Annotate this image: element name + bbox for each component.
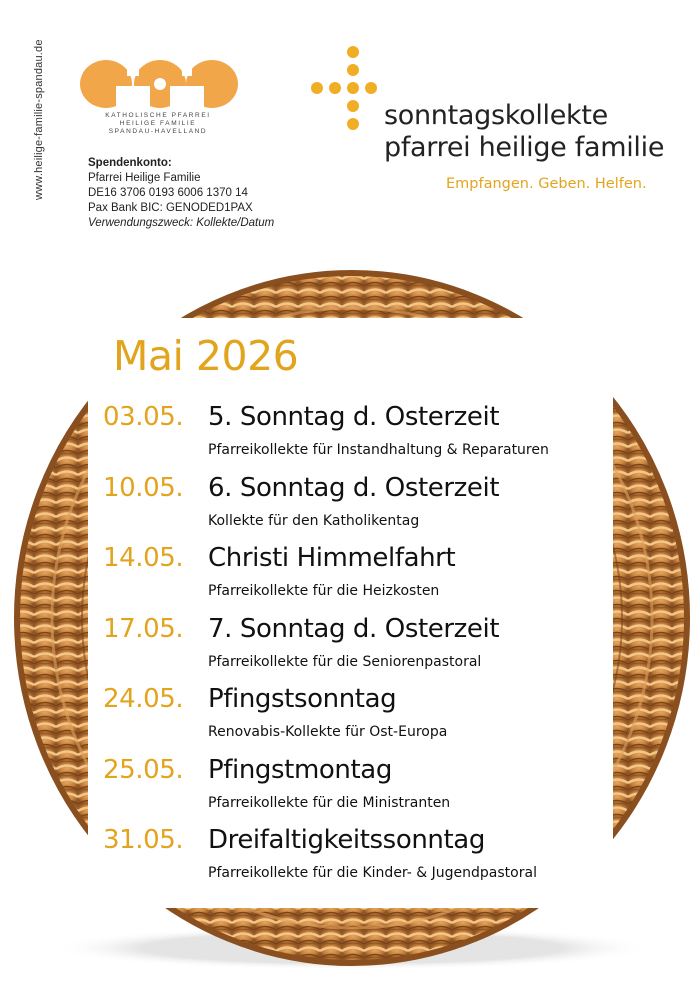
list-item: [88, 684, 613, 755]
collection-calendar-card: [88, 318, 613, 908]
entry-feast: Christi Himmelfahrt: [208, 543, 456, 573]
entry-date: 17.05.: [103, 613, 184, 644]
entry-date: 03.05.: [103, 402, 184, 432]
entry-feast: 5. Sonntag d. Osterzeit: [208, 402, 500, 432]
bank-bic: Pax Bank BIC: GENODED1PAX: [88, 202, 253, 214]
entry-purpose: Pfarreikollekte für die Kinder- & Jugendpastoral: [208, 865, 537, 881]
entry-feast: 6. Sonntag d. Osterzeit: [208, 472, 500, 503]
list-item: [88, 614, 613, 685]
entry-feast: 7. Sonntag d. Osterzeit: [208, 613, 500, 644]
entry-purpose: Pfarreikollekte für die Seniorenpastoral: [208, 653, 482, 670]
entry-feast: Pfingstmontag: [208, 754, 392, 785]
list-item: [88, 473, 613, 544]
entry-purpose: Pfarreikollekte für die Ministranten: [208, 794, 451, 811]
list-item: [88, 543, 613, 614]
logo-caption-line: HEILIGE FAMILIE: [119, 120, 197, 127]
brand-subtitle: pfarrei heilige familie: [384, 132, 665, 163]
month-title: Mai 2026: [113, 332, 299, 380]
bank-purpose: Verwendungszweck: Kollekte/Datum: [88, 217, 275, 229]
brand: [384, 100, 664, 192]
entry-date: 31.05.: [103, 825, 184, 855]
entry-date: 24.05.: [103, 684, 184, 714]
entry-feast: Pfingstsonntag: [208, 684, 397, 714]
logo-caption: [88, 112, 228, 136]
entry-date: 25.05.: [103, 754, 184, 785]
bank-details: [88, 156, 274, 231]
bank-title: Spendenkonto:: [88, 157, 172, 169]
entry-date: 10.05.: [103, 472, 184, 503]
dots-cross-icon: [310, 44, 380, 134]
entries-list: [88, 402, 613, 896]
brand-title: sonntagskollekte: [384, 100, 608, 131]
bank-iban: DE16 3706 0193 6006 1370 14: [88, 187, 248, 199]
list-item: [88, 755, 613, 826]
list-item: [88, 402, 613, 473]
entry-purpose: Pfarreikollekte für die Heizkosten: [208, 583, 440, 599]
entry-purpose: Kollekte für den Katholikentag: [208, 512, 420, 529]
list-item: [88, 825, 613, 896]
bank-account-name: Pfarrei Heilige Familie: [88, 172, 201, 184]
logo-caption-line: KATHOLISCHE PFARREI: [105, 112, 211, 119]
website-url: www.heilige-familie-spandau.de: [33, 39, 45, 200]
entry-purpose: Renovabis-Kollekte für Ost-Europa: [208, 724, 448, 740]
entry-date: 14.05.: [103, 543, 184, 573]
entry-feast: Dreifaltigkeitssonntag: [208, 825, 485, 855]
entry-purpose: Pfarreikollekte für Instandhaltung & Reparaturen: [208, 442, 549, 458]
logo-caption-line: SPANDAU-HAVELLAND: [108, 128, 208, 135]
brand-tagline: Empfangen. Geben. Helfen.: [446, 176, 647, 192]
